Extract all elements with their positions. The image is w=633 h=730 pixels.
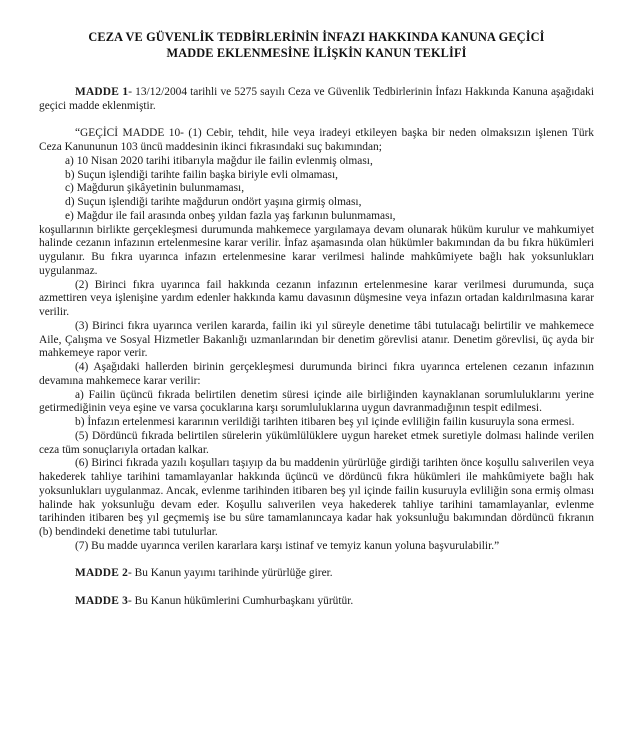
paragraph-5: (5) Dördüncü fıkrada belirtilen sürelerin yükümlülüklere uygun hareket etmek suretiyle dolması halinde verilen ceza tüm sonuçlarıyla ortadan kalkar.	[39, 429, 594, 456]
paragraph-3: (3) Birinci fıkra uyarınca verilen kararda, failin iki yıl süreyle denetime tâbi tutulacağı belirtilir ve mahkemece Aile, Çalışma ve Sosyal Hizmetler Bakanlığı uzmanlarından bir denetim görevlisi atanır. Denetim görevlisi, üç ayda bir mahkemeye rapor verir.	[39, 319, 594, 360]
title-line-2: MADDE EKLENMESİNE İLİŞKİN KANUN TEKLİFİ	[166, 45, 467, 60]
page-title	[0, 0, 633, 61]
conditions-closing-paragraph: koşullarının birlikte gerçekleşmesi durumunda mahkemece yargılamaya devam olunarak hüküm kurulur ve mahkumiyet halinde cezanın infazının ertelenmesine karar verilir. İnfaz aşamasında olan hükümler bakımından da bu fıkra hükümleri uygulanır. Bu fıkra uyarınca infazın ertelenmesine karar verilmesi halinde mahkûmiyete bağlı hak yoksunlukları uygulanmaz.	[39, 223, 594, 277]
condition-item-d: d) Suçun işlendiği tarihte mağdurun ondört yaşına girmiş olması,	[65, 196, 362, 208]
condition-item-e: e) Mağdur ile fail arasında onbeş yıldan fazla yaş farkının bulunmaması,	[65, 209, 396, 222]
madde-1-label: MADDE 1	[75, 86, 129, 98]
madde-2-label: MADDE 2	[75, 567, 128, 580]
condition-item-c: c) Mağdurun şikâyetinin bulunmaması,	[65, 182, 245, 195]
paragraph-7: (7) Bu madde uyarınca verilen kararlara karşı istinaf ve temyiz kanun yoluna başvurulabilir.”	[75, 539, 500, 552]
title-line-1: CEZA VE GÜVENLİK TEDBİRLERİNİN İNFAZI HAKKINDA KANUNA GEÇİCİ	[88, 30, 545, 44]
madde-1-text: - 13/12/2004 tarihli ve 5275 sayılı Ceza ve Güvenlik Tedbirlerinin İnfazı Hakkında Kanuna aşağıdaki geçici madde eklenmiştir.	[39, 86, 594, 112]
condition-item-a: a) 10 Nisan 2020 tarihi itibarıyla mağdur ile failin evlenmiş olması,	[65, 154, 373, 167]
madde-2-text: - Bu Kanun yayımı tarihinde yürürlüğe girer.	[127, 567, 333, 580]
article-madde-3	[39, 595, 594, 609]
paragraph-4-intro: (4) Aşağıdaki hallerden birinin gerçekleşmesi durumunda birinci fıkra uyarınca ertelenen cezanın infazının devamına mahkemece karar verilir:	[39, 361, 594, 387]
paragraph-4-item-a: a) Failin üçüncü fıkrada belirtilen denetim süresi içinde aile birliğinden kaynaklanan sorumluluklarını yerine getirmediğinin veya eşine ve varsa çocuklarına karşı sorumluluklarına uygun davranmadığının tespit edilmesi.	[39, 388, 594, 415]
condition-item-b: b) Suçun işlendiği tarihte failin başka biriyle evli olmaması,	[65, 168, 338, 181]
article-madde-2	[39, 567, 594, 581]
paragraph-6: (6) Birinci fıkrada yazılı koşulları taşıyıp da bu maddenin yürürlüğe girdiği tarihten önce koşullu salıverilen veya hakederek tahliye tarihini tamamlayanlar hakkında üçüncü ve dördüncü fıkra hükümleri ile mahkûmiyete bağlı hak yoksunlukları uygulanmaz. Ancak, evlenme tarihinden itibaren beş yıl içinde failin kusuruyla evliliğin sona ermiş olması halinde hak yoksunluğu devam eder. Koşullu salıverilen veya hakederek tahliye tarihini tamamlayanlar, evlenme tarihinden itibaren beş yıl geçmemiş ise bu süre tamamlanıncaya kadar hak yoksunluğu bakımından dördüncü fıkranın (b) bendindeki denetime tabi tutulurlar.	[39, 457, 594, 538]
paragraph-4-item-b: b) İnfazın ertelenmesi kararının verildiği tarihten itibaren beş yıl içinde evliliğin failin kusuruyla sona ermesi.	[75, 416, 575, 428]
madde-3-label: MADDE 3	[75, 594, 128, 607]
madde-3-text: - Bu Kanun hükümlerini Cumhurbaşkanı yürütür.	[127, 594, 354, 607]
gecici-madde-heading: “GEÇİCİ MADDE 10- (1) Cebir, tehdit, hile veya iradeyi etkileyen başka bir neden olmaksızın işlenen Türk Ceza Kanununun 103 üncü maddesinin ikinci fıkrasındaki suç bakımından;	[39, 127, 594, 153]
article-madde-1	[39, 86, 594, 114]
document-body	[39, 86, 594, 609]
paragraph-2: (2) Birinci fıkra uyarınca fail hakkında cezanın infazının ertelenmesine karar verilmesi durumunda, suça azmettiren veya işlenişine yardım edenler hakkında kamu davasının düşmesine veya infazın ortadan kaldırılmasına karar verilir.	[39, 278, 594, 318]
